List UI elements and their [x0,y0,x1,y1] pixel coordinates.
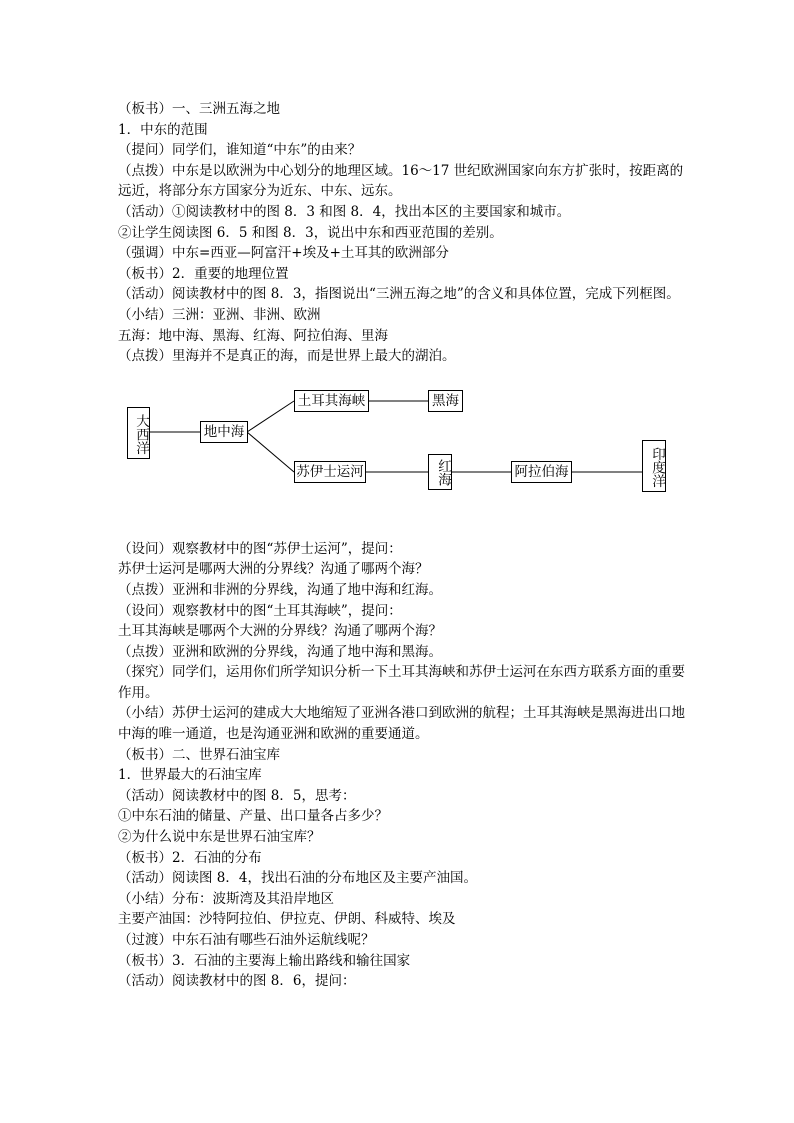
suez-canal-box: 苏伊士运河 [294,461,366,483]
document-body [118,99,688,992]
text-line: （活动）阅读教材中的图 8．5，思考： [118,787,356,804]
text-line: （板书）3．石油的主要海上输出路线和输往国家 [118,952,411,969]
text-line: （活动）阅读图 8．4，找出石油的分布地区及主要产油国。 [118,870,477,887]
arabian-sea-box: 阿拉伯海 [511,461,572,483]
text-line: （板书）2．重要的地理位置 [118,265,289,282]
text-line: （板书）2．石油的分布 [118,849,262,866]
text-line: （小结）分布：波斯湾及其沿岸地区 [118,890,334,907]
text-line: （活动）阅读教材中的图 8．6，提问： [118,973,356,990]
atlantic-ocean-box: 大西洋 [127,407,150,459]
text-line: ②为什么说中东是世界石油宝库？ [118,829,321,846]
text-line: ②让学生阅读图 6．5 和图 8．3，说出中东和西亚范围的差别。 [118,224,503,241]
text-line: （小结）三洲：亚洲、非洲、欧洲 [118,306,321,323]
text-line: （活动）①阅读教材中的图 8．3 和图 8．4，找出本区的主要国家和城市。 [118,203,571,220]
text-line: （强调）中东=西亚—阿富汗+埃及+土耳其的欧洲部分 [118,245,449,262]
text-line: （点拨）里海并不是真正的海，而是世界上最大的湖泊。 [118,348,456,365]
text-line: （点拨）中东是以欧洲为中心划分的地理区域。16～17 世纪欧洲国家向东方扩张时，按距离的远近，将部分东方国家分为近东、中东、远东。 [118,162,684,200]
text-line: 1．中东的范围 [118,121,208,138]
text-line: （活动）阅读教材中的图 8．3，指图说出“三洲五海之地”的含义和具体位置，完成下列框图。 [118,286,680,303]
text-line: （小结）苏伊士运河的建成大大地缩短了亚洲各港口到欧洲的航程；土耳其海峡是黑海进出口地中海的唯一通道，也是沟通亚洲和欧洲的重要通道。 [118,705,685,743]
text-line: （探究）同学们，运用你们所学知识分析一下土耳其海峡和苏伊士运河在东西方联系方面的重要作用。 [118,664,685,701]
text-line: （点拨）亚洲和欧洲的分界线，沟通了地中海和黑海。 [118,643,442,660]
section-bottom [118,539,688,992]
text-line: ①中东石油的储量、产量、出口量各占多少？ [118,808,388,825]
text-line: 主要产油国：沙特阿拉伯、伊拉克、伊朗、科威特、埃及 [118,911,456,928]
diagram-connectors [118,367,688,539]
section-top [118,99,688,367]
text-line: 五海：地中海、黑海、红海、阿拉伯海、里海 [118,327,388,344]
mediterranean-sea-box: 地中海 [200,421,248,443]
text-line: （设问）观察教材中的图“土耳其海峡”，提问： [118,602,402,619]
text-line: （设问）观察教材中的图“苏伊士运河”，提问： [118,540,402,557]
black-sea-box: 黑海 [428,390,463,412]
text-line: 土耳其海峡是哪两个大洲的分界线？沟通了哪两个海？ [118,623,442,640]
text-line: （板书）二、世界石油宝库 [118,746,280,763]
red-sea-box: 红海 [428,454,452,490]
text-line: （提问）同学们，谁知道“中东”的由来？ [118,142,362,159]
turkish-straits-box: 土耳其海峡 [294,390,369,412]
text-line: （板书）一、三洲五海之地 [118,101,280,117]
text-line: 苏伊士运河是哪两大洲的分界线？沟通了哪两个海？ [118,561,429,578]
text-line: 1．世界最大的石油宝库 [118,767,262,784]
indian-ocean-box: 印度洋 [642,440,666,492]
sea-route-diagram [118,367,688,539]
text-line: （过渡）中东石油有哪些石油外运航线呢？ [118,932,375,948]
text-line: （点拨）亚洲和非洲的分界线，沟通了地中海和红海。 [118,581,442,598]
